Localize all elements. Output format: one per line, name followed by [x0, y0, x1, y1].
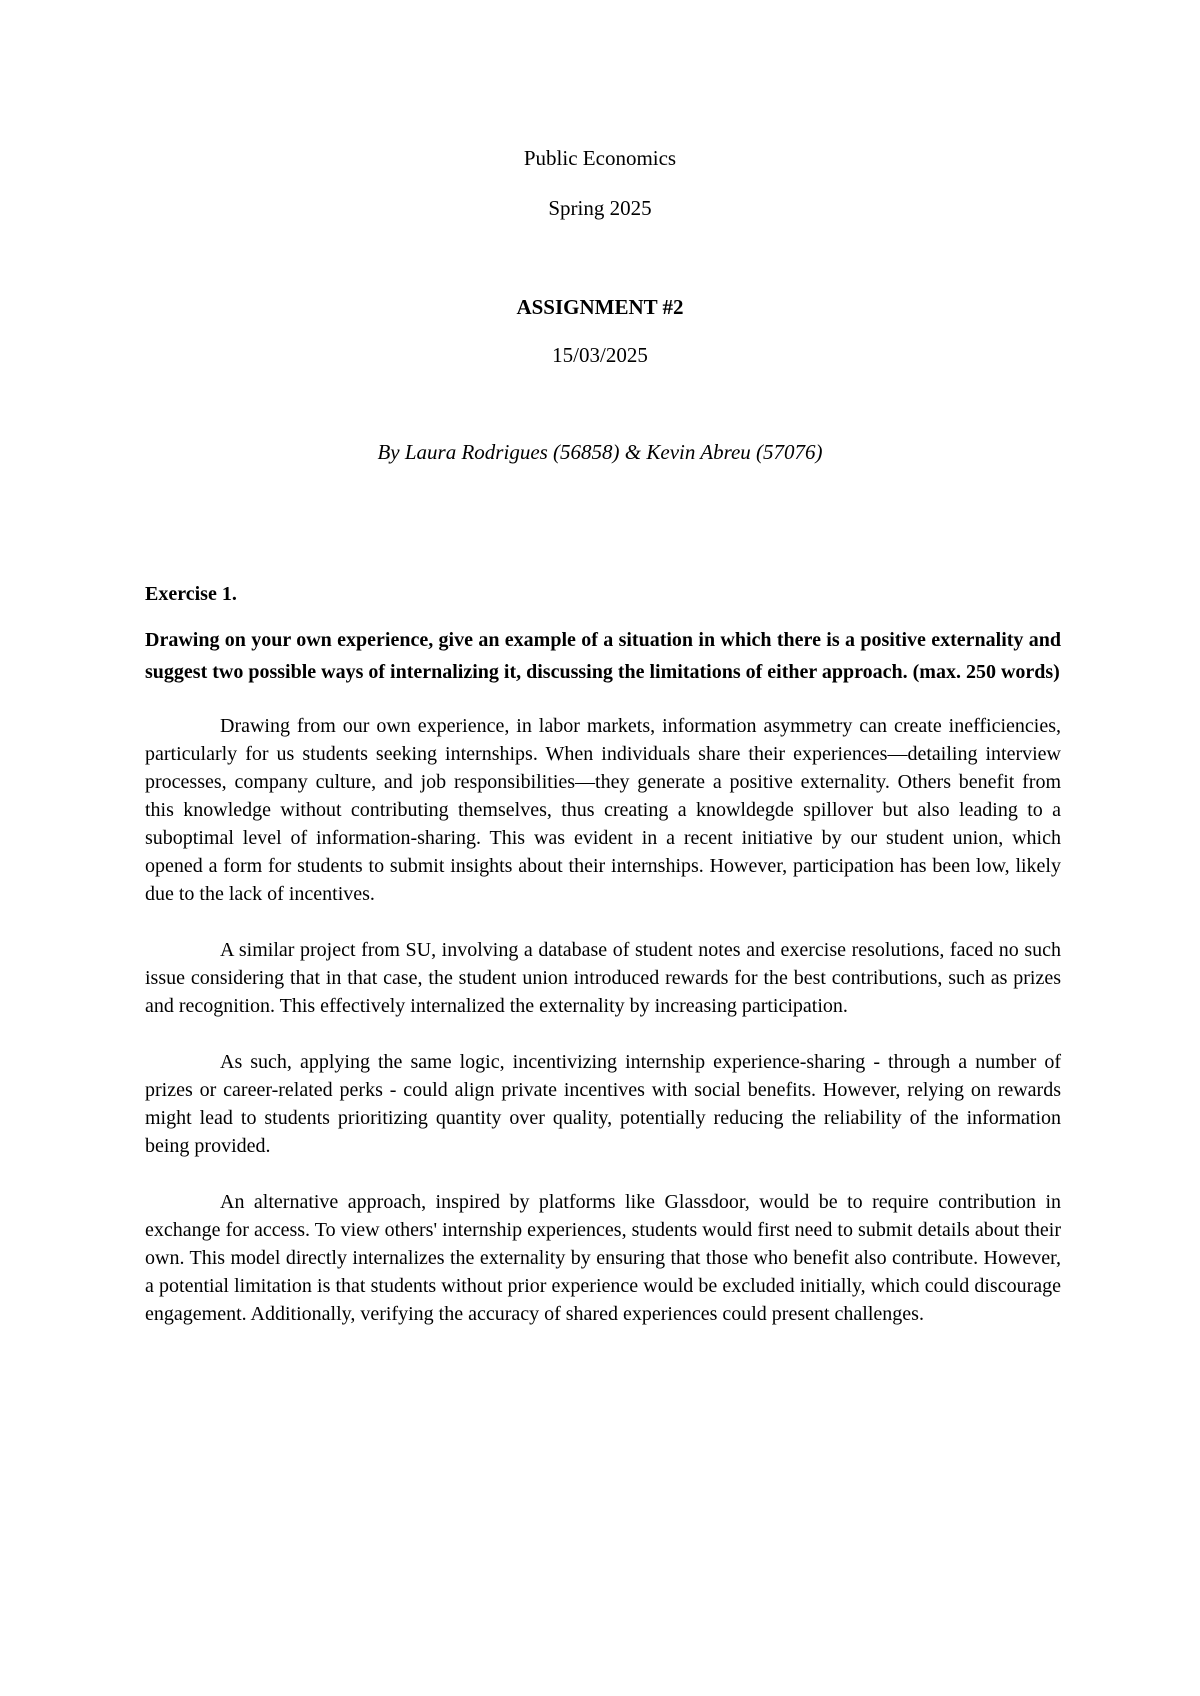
answer-paragraph-2: A similar project from SU, involving a database of student notes and exercise resolutions, faced no such issue considering that in that case, the student union introduced rewards for the best contributions, such as prizes and recognition. This effectively internalized the externality by increasing participation.	[145, 939, 1061, 1017]
exercise-title: Exercise 1.	[145, 583, 237, 605]
answer-paragraph-4: An alternative approach, inspired by platforms like Glassdoor, would be to require contribution in exchange for access. To view others' internship experiences, students would first need to submit details about their own. This model directly internalizes the externality by ensuring that those who benefit also contribute. However, a potential limitation is that students without prior experience would be excluded initially, which could discourage engagement. Additionally, verifying the accuracy of shared experiences could present challenges.	[145, 1191, 1061, 1325]
term-label: Spring 2025	[548, 196, 652, 220]
answer-paragraph-1: Drawing from our own experience, in labor markets, information asymmetry can create inefficiencies, particularly for us students seeking internships. When individuals share their experiences—detailing interview processes, company culture, and job responsibilities—they generate a positive externality. Others benefit from this knowledge without contributing themselves, thus creating a knowldegde spillover but also leading to a suboptimal level of information-sharing. This was evident in a recent initiative by our student union, which opened a form for students to submit insights about their internships. However, participation has been low, likely due to the lack of incentives.	[145, 715, 1061, 905]
exercise-question: Drawing on your own experience, give an example of a situation in which there is a positive externality and suggest two possible ways of internalizing it, discussing the limitations of either approach. (max. 250 words)	[145, 629, 1061, 683]
authors-line: By Laura Rodrigues (56858) & Kevin Abreu (57076)	[377, 440, 823, 464]
assignment-title: ASSIGNMENT #2	[516, 295, 684, 319]
course-title: Public Economics	[523, 146, 677, 170]
assignment-date: 15/03/2025	[552, 343, 648, 367]
answer-paragraph-3: As such, applying the same logic, incentivizing internship experience-sharing - through a number of prizes or career-related perks - could align private incentives with social benefits. However, relying on rewards might lead to students prioritizing quantity over quality, potentially reducing the reliability of the information being provided.	[145, 1051, 1061, 1157]
exercise-section	[145, 582, 1061, 1356]
